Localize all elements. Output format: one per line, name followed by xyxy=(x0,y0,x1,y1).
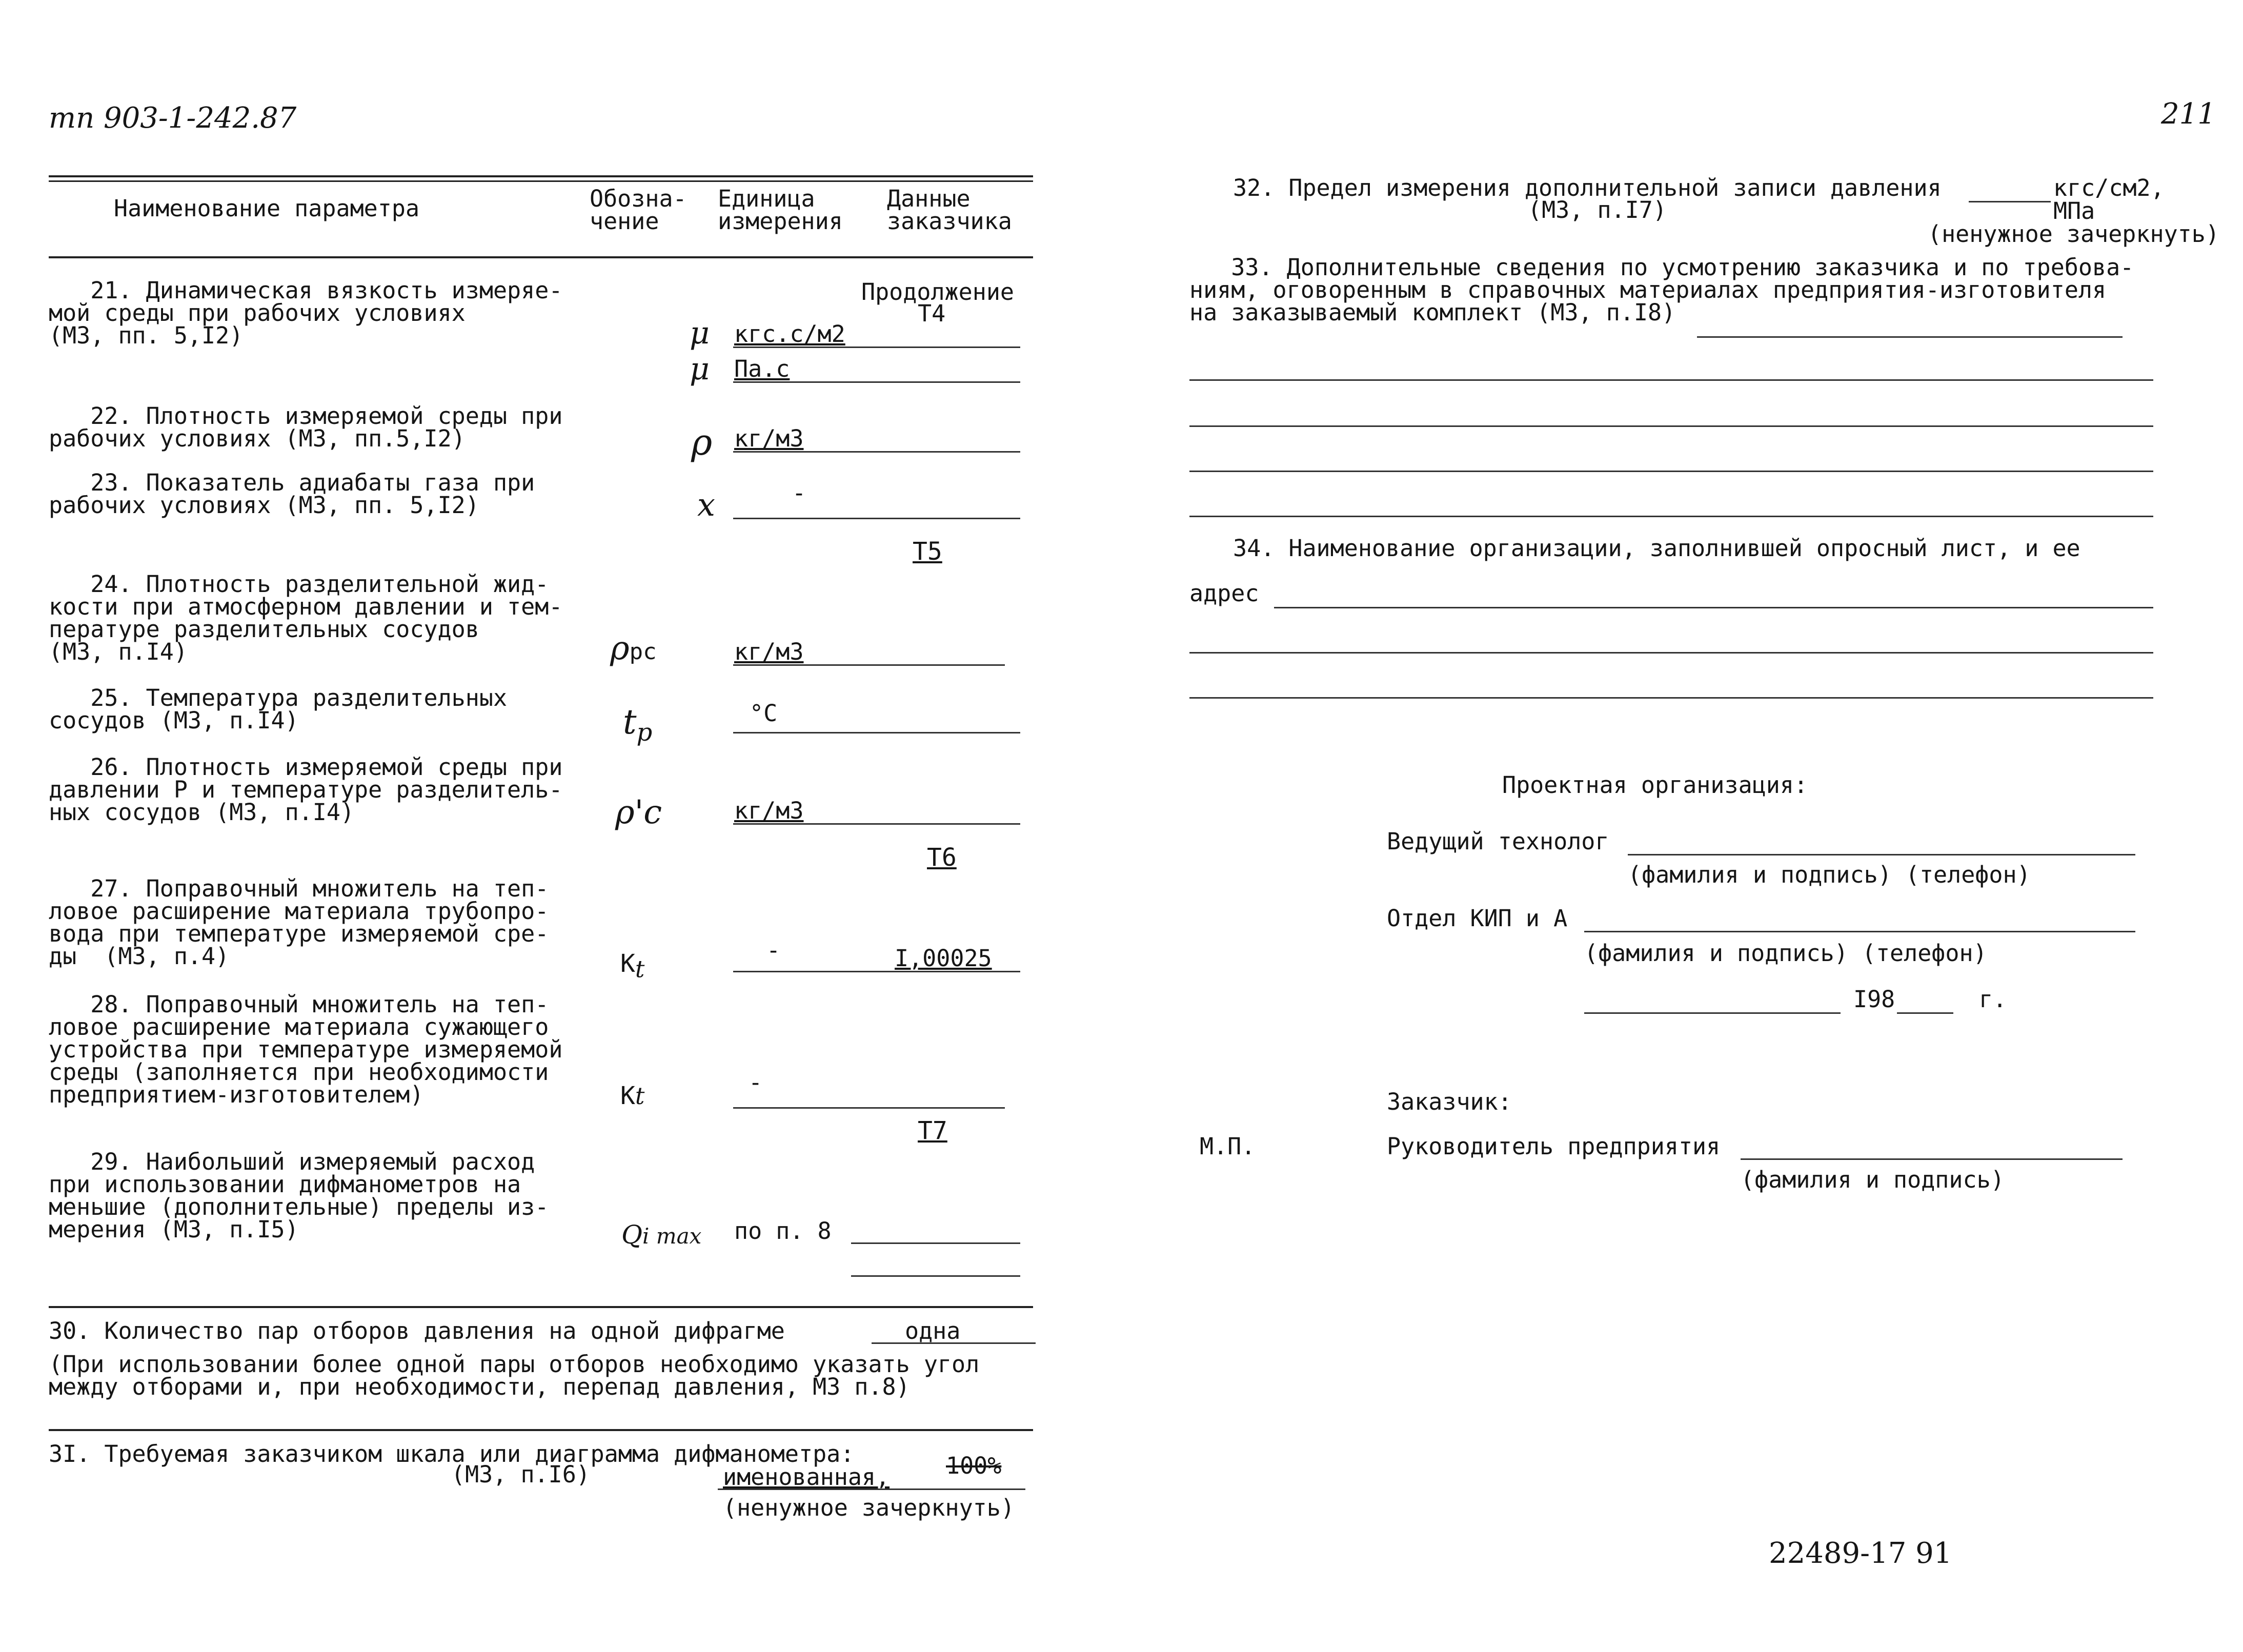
lead-technologist-caption: (фамилия и подпись) (телефон) xyxy=(1628,861,2031,888)
lead-technologist-line xyxy=(1628,854,2135,855)
item-32-unit-2: МПа xyxy=(2053,197,2095,225)
date-year-prefix: I98 xyxy=(1853,986,1895,1013)
item-25-line xyxy=(733,732,1020,733)
item-30-text: 30. Количество пар отборов давления на одной дифрагме xyxy=(49,1317,785,1344)
item-25-symbol-sub: р xyxy=(636,718,653,747)
item-27-value: I,00025 xyxy=(895,945,992,972)
date-year-suffix: г. xyxy=(1979,986,2007,1013)
item-32-line xyxy=(1969,201,2051,202)
item-25-unit: °С xyxy=(750,700,778,727)
item-32-ref: (МЗ, п.I7) xyxy=(1528,196,1667,223)
kip-dept-caption: (фамилия и подпись) (телефон) xyxy=(1584,940,1987,967)
item-21-ref: Т4 xyxy=(918,300,946,327)
item-25-symbol: $t_р$ xyxy=(623,702,653,747)
col-header-data: Данные заказчика xyxy=(887,185,1012,235)
design-org-label: Проектная организация: xyxy=(1502,771,1808,799)
item-22-unit: кг/м3 xyxy=(734,425,804,452)
col-header-symbol: Обозна- чение xyxy=(590,185,687,235)
item-24-unit: кг/м3 xyxy=(734,638,804,665)
page-number: 211 xyxy=(2161,97,2216,131)
item-29-line-1 xyxy=(851,1242,1020,1244)
table-top-rule-2 xyxy=(49,180,1033,182)
lead-technologist-label: Ведущий технолог xyxy=(1387,828,1609,855)
item-28-line xyxy=(733,1107,1005,1109)
item-24-symbol: ρрс xyxy=(610,629,657,667)
item-27-line xyxy=(733,971,1020,972)
section-30-top-rule xyxy=(49,1306,1033,1308)
item-28-unit: - xyxy=(749,1069,763,1096)
item-32-unit-1: кгс/см2, xyxy=(2053,174,2165,201)
item-31-note: (ненужное зачеркнуть) xyxy=(723,1494,1015,1521)
kip-dept-line xyxy=(1584,931,2135,932)
item-24-line xyxy=(733,664,1005,666)
item-21-continuation: Продолжение xyxy=(861,278,1015,305)
item-23-line xyxy=(733,518,1020,519)
item-28-text: 28. Поправочный множитель на теп- ловое расширение материала сужающего устройства при температуре измеряемой среды (заполняется при необходимости предприятием-изготовителем) xyxy=(49,991,563,1108)
kip-dept-label: Отдел КИП и А xyxy=(1387,905,1568,932)
item-21-symbol-1: μ xyxy=(690,315,710,351)
item-22-text: 22. Плотность измеряемой среды при рабочих условиях (МЗ, пп.5,I2) xyxy=(49,402,563,452)
item-30-value: одна xyxy=(905,1317,961,1344)
section-31-top-rule xyxy=(49,1429,1033,1431)
item-21-text: 21. Динамическая вязкость измеряе- мой среды при рабочих условиях (МЗ, пп. 5,I2) xyxy=(49,277,563,349)
item-32-text: 32. Предел измерения дополнительной записи давления xyxy=(1233,174,1942,201)
item-31-line xyxy=(718,1488,1025,1490)
item-28-symbol: Kt xyxy=(620,1082,645,1110)
customer-label: Заказчик: xyxy=(1387,1088,1512,1115)
seal-label: М.П. xyxy=(1200,1133,1256,1160)
item-26-symbol: ρ'с xyxy=(615,793,662,831)
item-21-line-1 xyxy=(733,346,1020,348)
item-26-unit: кг/м3 xyxy=(734,797,804,824)
item-30-line xyxy=(872,1342,1036,1344)
item-31-option-2: 100% xyxy=(946,1452,1002,1479)
item-33-line-4 xyxy=(1189,516,2153,517)
item-23-symbol: x xyxy=(697,486,715,523)
item-25-text: 25. Температура разделительных сосудов (МЗ, п.I4) xyxy=(49,684,508,734)
item-27-unit: - xyxy=(766,936,781,964)
item-33-line-2 xyxy=(1189,425,2153,427)
item-29-text: 29. Наибольший измеряемый расход при использовании дифманометров на меньшие (дополнительные) пределы из- мерения (МЗ, п.I5) xyxy=(49,1148,549,1243)
item-33-line-1 xyxy=(1189,379,2153,381)
item-31-option-1: именованная, xyxy=(723,1463,890,1491)
date-line-1 xyxy=(1584,1012,1841,1014)
director-label: Руководитель предприятия xyxy=(1387,1133,1721,1160)
item-27-symbol-sub: t xyxy=(635,955,645,983)
item-21-symbol-2: μ xyxy=(690,351,710,387)
col-header-name: Наименование параметра xyxy=(114,195,420,222)
item-32-note: (ненужное зачеркнуть) xyxy=(1928,220,2219,248)
item-29-line-2 xyxy=(851,1275,1020,1277)
item-28-symbol-sub: t xyxy=(635,1082,645,1110)
item-33-text: 33. Дополнительные сведения по усмотрению заказчика и по требова- ниям, оговоренным в справочных материалах предприятия-изготовителя на заказываемый комплект (МЗ, п.I8) xyxy=(1189,254,2134,326)
item-26-text: 26. Плотность измеряемой среды при давлении Р и температуре разделитель- ных сосудов (МЗ, п.I4) xyxy=(49,753,563,826)
footer-stamp: 22489-17 91 xyxy=(1769,1537,1952,1570)
item-31-ref: (МЗ, п.I6) xyxy=(451,1461,590,1488)
item-27-text: 27. Поправочный множитель на теп- ловое расширение материала трубопро- вода при температуре измеряемой сре- ды (МЗ, п.4) xyxy=(49,875,549,970)
item-31-text: 3I. Требуемая заказчиком шкала или диаграмма дифманометра: xyxy=(49,1440,855,1467)
document-code: тп 903-1-242.87 xyxy=(49,101,297,135)
item-34-line-2 xyxy=(1189,652,2153,654)
item-34-line-3 xyxy=(1189,697,2153,699)
director-line xyxy=(1741,1158,2123,1160)
ref-t7: Т7 xyxy=(918,1116,947,1145)
item-30-note: (При использовании более одной пары отборов необходимо указать угол между отборами и, при необходимости, перепад давления, МЗ п.8) xyxy=(49,1351,980,1400)
item-23-text: 23. Показатель адиабаты газа при рабочих условиях (МЗ, пп. 5,I2) xyxy=(49,469,535,519)
item-26-line xyxy=(733,823,1020,825)
item-34-line-1 xyxy=(1274,607,2153,608)
ref-t6: Т6 xyxy=(927,843,957,872)
item-29-symbol: Qi max xyxy=(621,1220,702,1250)
item-21-unit-2: Па.с xyxy=(734,355,790,382)
item-22-symbol: ρ xyxy=(691,421,713,463)
item-22-line xyxy=(733,451,1020,453)
item-27-symbol: $K_t$ xyxy=(620,949,645,983)
item-33-line-3 xyxy=(1189,471,2153,472)
col-header-unit: Единица измерения xyxy=(718,185,843,235)
item-29-symbol-sub: i max xyxy=(642,1223,702,1249)
item-23-unit: - xyxy=(792,479,806,506)
table-header-rule xyxy=(49,256,1033,258)
item-33-line-0 xyxy=(1697,336,2123,338)
item-34-address-label: адрес xyxy=(1189,580,1259,607)
item-24-symbol-sub: рс xyxy=(629,639,657,665)
item-21-line-2 xyxy=(733,381,1020,383)
item-24-text: 24. Плотность разделительной жид- кости при атмосферном давлении и тем- пературе разделительных сосудов (МЗ, п.I4) xyxy=(49,570,563,665)
item-21-unit-1: кгс.с/м2 xyxy=(734,320,845,348)
table-top-rule xyxy=(49,175,1033,177)
ref-t5: Т5 xyxy=(913,537,942,566)
item-29-unit: по п. 8 xyxy=(734,1217,832,1245)
item-34-text: 34. Наименование организации, заполнившей опросный лист, и ее xyxy=(1233,535,2080,562)
director-caption: (фамилия и подпись) xyxy=(1741,1166,2005,1193)
date-line-2 xyxy=(1897,1012,1953,1014)
